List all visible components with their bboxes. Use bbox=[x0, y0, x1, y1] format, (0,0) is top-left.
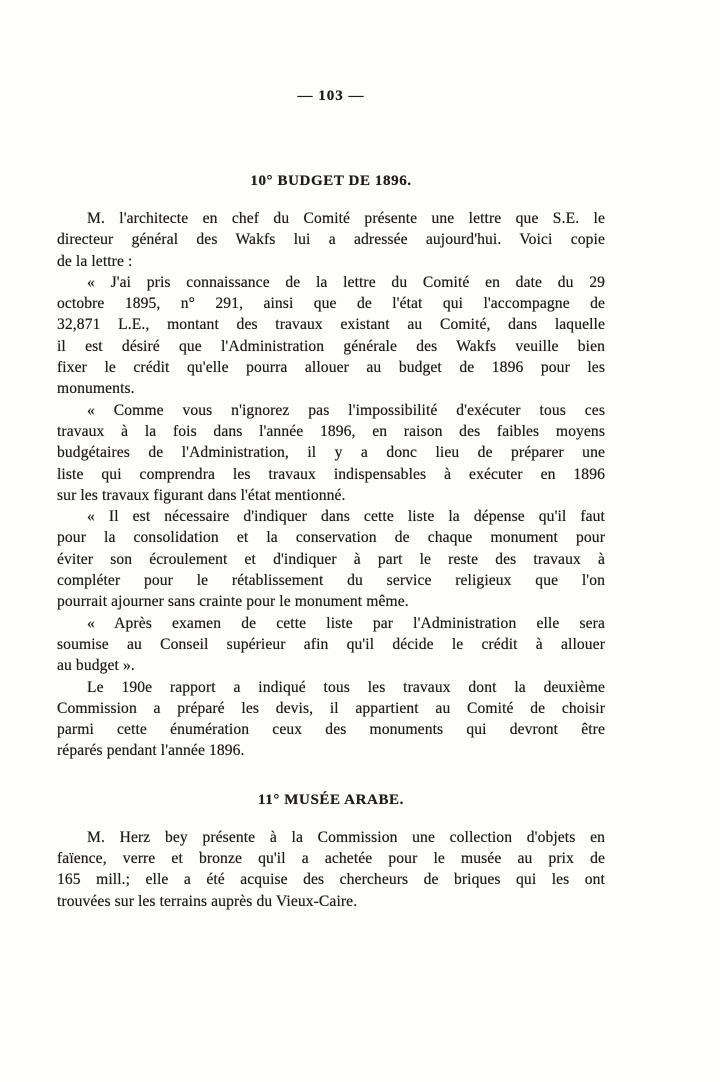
section-heading: 11° MUSÉE ARABE. bbox=[257, 791, 405, 808]
text-line: Commission a préparé les devis, il appartient au Comité de choisir bbox=[57, 699, 605, 717]
text-line: de la lettre : bbox=[57, 252, 133, 270]
text-line: pour la consolidation et la conservation de chaque monument pour bbox=[57, 529, 605, 547]
paragraph bbox=[57, 827, 605, 912]
text-line: 165 mill.; elle a été acquise des chercheurs de briques qui les ont bbox=[57, 871, 605, 889]
paragraph bbox=[57, 613, 605, 677]
text-line: 32,871 L.E., montant des travaux existant au Comité, dans laquelle bbox=[57, 316, 605, 334]
text-line: fixer le crédit qu'elle pourra allouer au budget de 1896 pour les bbox=[57, 359, 605, 377]
book-page bbox=[57, 88, 605, 912]
text-line: trouvées sur les terrains auprès du Vieux-Caire. bbox=[57, 892, 358, 910]
paragraph bbox=[57, 677, 605, 762]
text-line: budgétaires de l'Administration, il y a donc lieu de préparer une bbox=[57, 444, 605, 462]
text-line: octobre 1895, n° 291, ainsi que de l'état qui l'accompagne de bbox=[57, 295, 605, 313]
text-line: pourrait ajourner sans crainte pour le monument même. bbox=[57, 593, 409, 611]
text-line: sur les travaux figurant dans l'état mentionné. bbox=[57, 486, 346, 504]
text-line: M. Herz bey présente à la Commission une collection d'objets en bbox=[87, 828, 605, 846]
text-line: « J'ai pris connaissance de la lettre du Comité en date du 29 bbox=[87, 273, 605, 291]
paragraph bbox=[57, 506, 605, 612]
text-line: M. l'architecte en chef du Comité présente une lettre que S.E. le bbox=[87, 210, 605, 227]
page-number: — 103 — bbox=[297, 88, 365, 104]
text-line: « Comme vous n'ignorez pas l'impossibilité d'exécuter tous ces bbox=[87, 401, 605, 419]
text-line: travaux à la fois dans l'année 1896, en raison des faibles moyens bbox=[57, 422, 605, 440]
text-line: éviter son écroulement et d'indiquer à part le reste des travaux à bbox=[57, 550, 605, 568]
text-line: au budget ». bbox=[57, 657, 135, 675]
text-line: « Après examen de cette liste par l'Administration elle sera bbox=[87, 614, 605, 632]
text-line: faïence, verre et bronze qu'il a achetée pour le musée au prix de bbox=[57, 850, 605, 868]
paragraph bbox=[57, 272, 605, 400]
text-line: soumise au Conseil supérieur afin qu'il décide le crédit à allouer bbox=[57, 635, 605, 653]
text-line: monuments. bbox=[57, 380, 135, 398]
paragraph bbox=[57, 208, 605, 272]
section-heading: 10° BUDGET DE 1896. bbox=[250, 173, 412, 189]
text-line: il est désiré que l'Administration générale des Wakfs veuille bien bbox=[57, 337, 605, 355]
paragraph bbox=[57, 400, 605, 506]
text-line: directeur général des Wakfs lui a adressée aujourd'hui. Voici copie bbox=[57, 231, 605, 249]
text-line: parmi cette énumération ceux des monuments qui devront être bbox=[57, 721, 605, 739]
page-content bbox=[57, 173, 605, 912]
text-line: liste qui comprendra les travaux indispensables à exécuter en 1896 bbox=[57, 465, 605, 483]
text-line: compléter pour le rétablissement du service religieux que l'on bbox=[57, 572, 605, 590]
text-line: réparés pendant l'année 1896. bbox=[57, 742, 245, 760]
text-line: « Il est nécessaire d'indiquer dans cette liste la dépense qu'il faut bbox=[87, 508, 605, 526]
text-line: Le 190e rapport a indiqué tous les travaux dont la deuxième bbox=[87, 678, 605, 696]
